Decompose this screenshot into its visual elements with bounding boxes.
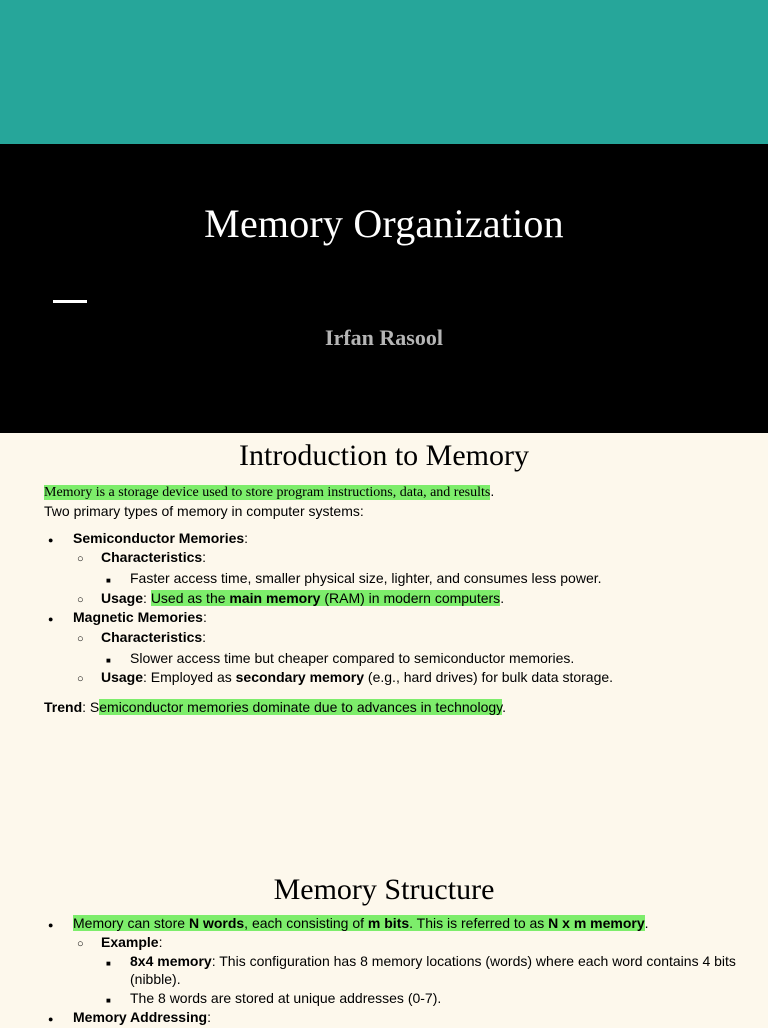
slide-introduction (0, 433, 768, 853)
title-divider (53, 300, 87, 303)
magnetic-characteristics: Characteristics: (101, 629, 207, 645)
bullet-circle (77, 629, 84, 648)
author-name: Irfan Rasool (325, 325, 443, 350)
bullet-circle (77, 934, 84, 953)
bullet-disc (48, 915, 53, 934)
memory-addressing-item: Memory Addressing: (73, 1009, 211, 1025)
magnetic-usage: Usage: Employed as secondary memory (e.g., hard drives) for bulk data storage. (101, 669, 614, 685)
bullet-square (106, 570, 111, 589)
magnetic-characteristics-text: Slower access time but cheaper compared to semiconductor memories. (130, 650, 575, 666)
example-8x4: 8x4 memory: This configuration has 8 memory locations (words) where each word contains 4 bits (130, 953, 736, 969)
bullet-square (106, 990, 111, 1009)
presentation-title: Memory Organization (204, 201, 564, 246)
magnetic-item: Magnetic Memories: (73, 609, 207, 625)
example-8x4-continued: (nibble). (130, 971, 181, 987)
bullet-square (106, 650, 111, 669)
bullet-disc (48, 609, 53, 628)
definition-line: Memory is a storage device used to store program instructions, data, and results. (44, 483, 495, 500)
slide-memory-structure (0, 853, 768, 1024)
bullet-square (106, 953, 111, 972)
slide-heading: Introduction to Memory (239, 439, 529, 472)
semiconductor-characteristics: Characteristics: (101, 549, 207, 565)
header-color-band (0, 0, 768, 144)
bullet-circle (77, 549, 84, 568)
definition-text: Memory is a storage device used to store program instructions, data, and results (44, 485, 491, 500)
semiconductor-item: Semiconductor Memories: (73, 530, 249, 546)
semiconductor-characteristics-text: Faster access time, smaller physical size, lighter, and consumes less power. (130, 570, 602, 586)
bullet-circle (77, 590, 84, 609)
title-slide (0, 144, 768, 433)
slide-heading: Memory Structure (273, 873, 495, 906)
bullet-disc (48, 1009, 53, 1028)
types-line: Two primary types of memory in computer systems: (44, 503, 364, 519)
trend-line: Trend: Semiconductor memories dominate due to advances in technology. (44, 699, 506, 715)
example-addresses: The 8 words are stored at unique addresses (0-7). (130, 990, 442, 1006)
semiconductor-usage: Usage: Used as the main memory (RAM) in modern computers. (101, 590, 505, 606)
nxm-definition: Memory can store N words, each consisting of m bits. This is referred to as N x m memory. (73, 915, 649, 931)
example-label: Example: (101, 934, 163, 950)
bullet-disc (48, 530, 53, 549)
bullet-circle (77, 669, 84, 688)
